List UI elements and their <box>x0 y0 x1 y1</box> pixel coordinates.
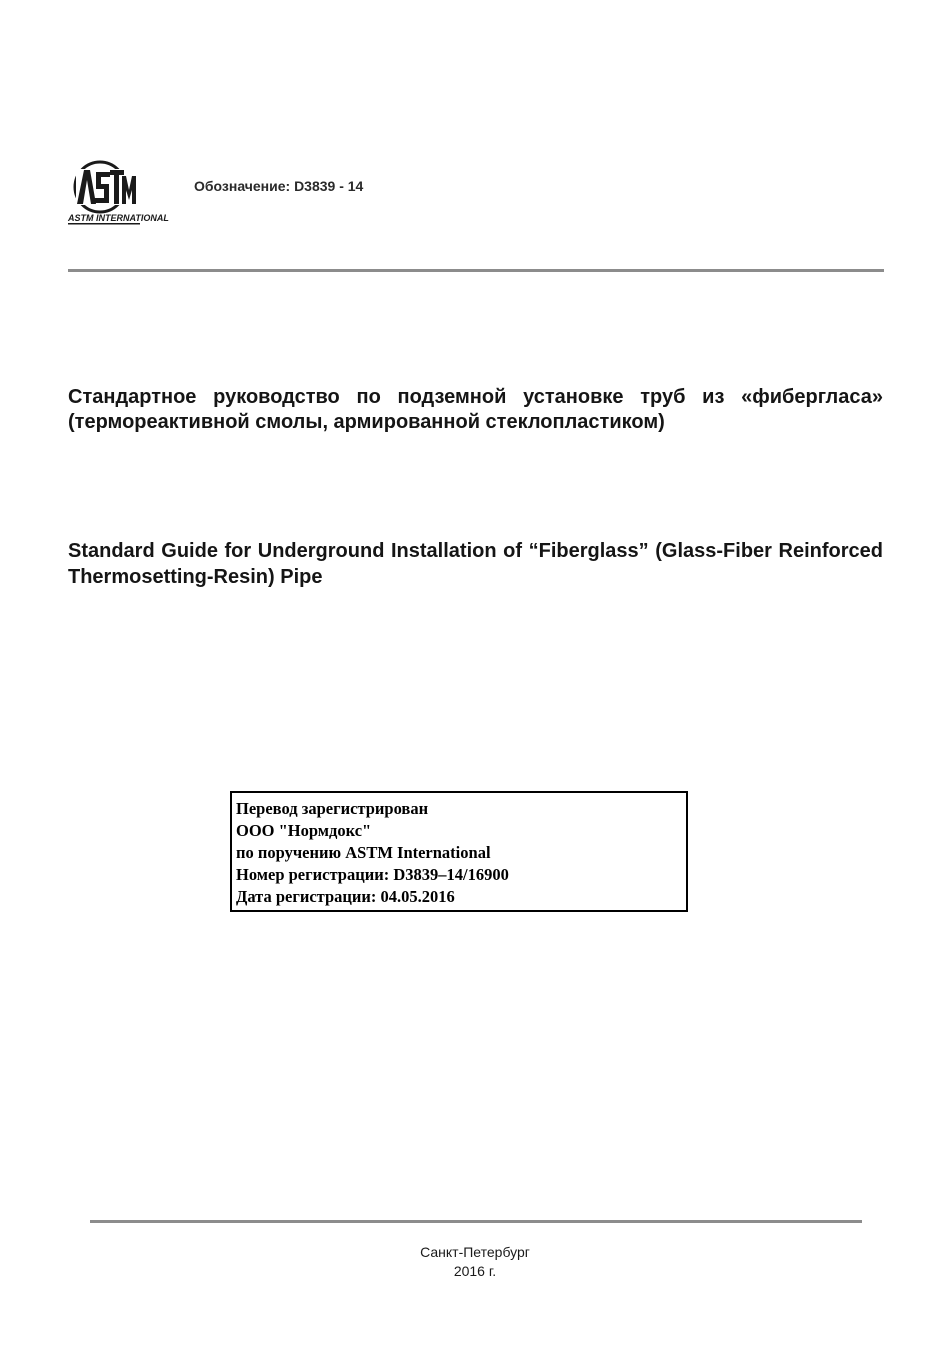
registration-line-translated: Перевод зарегистрирован <box>236 799 429 818</box>
title-english: Standard Guide for Underground Installation of “Fiberglass” (Glass-Fiber Reinforced Thermosetting-Resin) Pipe <box>68 540 883 588</box>
registration-line-company: ООО "Нормдокс" <box>236 821 372 840</box>
registration-number: Номер регистрации: D3839–14/16900 <box>236 865 509 884</box>
footer-year: 2016 г. <box>453 1263 497 1279</box>
bottom-divider <box>90 1220 862 1223</box>
registration-box <box>230 791 688 912</box>
footer-place-date <box>0 1243 950 1281</box>
document-designation: Обозначение: D3839 - 14 <box>194 178 364 194</box>
astm-logo <box>66 160 169 228</box>
top-divider <box>68 269 884 272</box>
registration-line-commission: по поручению ASTM International <box>236 843 491 862</box>
title-russian: Стандартное руководство по подземной установке труб из «фибергласа» (термореактивной смолы, армированной стеклопластиком) <box>68 386 883 433</box>
footer-city: Санкт-Петербург <box>420 1244 530 1260</box>
astm-logo-icon <box>66 160 169 228</box>
registration-date: Дата регистрации: 04.05.2016 <box>236 887 455 906</box>
astm-logo-text: ASTM INTERNATIONAL <box>68 213 169 223</box>
